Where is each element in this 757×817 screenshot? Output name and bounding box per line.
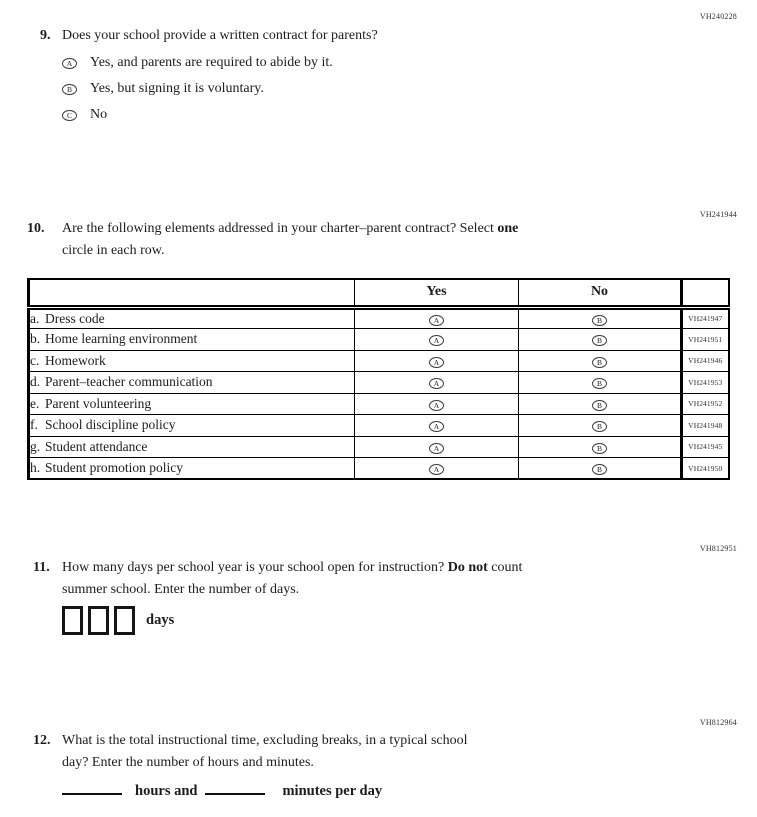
no-bubble-icon[interactable]: B <box>592 464 607 475</box>
yes-cell[interactable] <box>355 415 519 437</box>
row-code: VH241945 <box>682 436 729 458</box>
yes-column-header: Yes <box>355 279 519 307</box>
question-12-text-line2: day? Enter the number of hours and minutes. <box>62 755 314 770</box>
digit-box-3[interactable] <box>114 606 135 635</box>
question-10-text-line1 <box>62 221 518 237</box>
table-row <box>29 350 729 372</box>
time-entry <box>62 782 382 800</box>
question-9-code: VH240228 <box>699 12 737 21</box>
row-code: VH241946 <box>682 350 729 372</box>
no-cell[interactable] <box>519 350 682 372</box>
yes-cell[interactable] <box>355 329 519 351</box>
yes-bubble-icon[interactable]: A <box>429 378 444 389</box>
row-code: VH241951 <box>682 329 729 351</box>
q9-option-c[interactable] <box>62 107 107 123</box>
row-letter: d. <box>30 374 41 390</box>
digit-box-1[interactable] <box>62 606 83 635</box>
row-statement <box>29 372 355 394</box>
question-9-number: 9. <box>40 28 51 43</box>
no-cell[interactable] <box>519 329 682 351</box>
code-column-header <box>682 279 729 307</box>
row-text: School discipline policy <box>45 417 176 433</box>
table-header-row <box>29 279 729 307</box>
q9-option-a[interactable] <box>62 55 333 71</box>
q9-option-c-label: No <box>90 107 108 122</box>
row-statement <box>29 329 355 351</box>
no-column-header: No <box>519 279 682 307</box>
question-11-code: VH812951 <box>699 544 737 553</box>
row-code: VH241952 <box>682 393 729 415</box>
table-row <box>29 372 729 394</box>
no-bubble-icon[interactable]: B <box>592 335 607 346</box>
row-statement <box>29 350 355 372</box>
no-bubble-icon[interactable]: B <box>592 357 607 368</box>
row-text: Home learning environment <box>45 331 198 347</box>
yes-bubble-icon[interactable]: A <box>429 315 444 326</box>
no-bubble-icon[interactable]: B <box>592 315 607 326</box>
row-letter: h. <box>30 460 41 475</box>
question-11-text-post: count <box>487 560 523 575</box>
question-10-text-pre: Are the following elements addressed in your charter–parent contract? Select <box>62 221 498 236</box>
row-text: Student attendance <box>45 438 148 454</box>
yes-bubble-icon[interactable]: A <box>429 400 444 411</box>
digit-box-2[interactable] <box>88 606 109 635</box>
yes-bubble-icon[interactable]: A <box>429 443 444 454</box>
yes-cell[interactable] <box>355 350 519 372</box>
yes-cell[interactable] <box>355 393 519 415</box>
question-9-text: Does your school provide a written contract for parents? <box>62 28 378 43</box>
q9-option-b-label: Yes, but signing it is voluntary. <box>90 81 264 96</box>
yes-cell[interactable] <box>355 372 519 394</box>
yes-bubble-icon[interactable]: A <box>429 357 444 368</box>
question-10-text-line2: circle in each row. <box>62 243 165 258</box>
no-bubble-icon[interactable]: B <box>592 400 607 411</box>
no-bubble-icon[interactable]: B <box>592 421 607 432</box>
question-11-number: 11. <box>33 560 50 575</box>
row-text: Dress code <box>45 310 105 326</box>
yes-cell[interactable] <box>355 458 519 480</box>
row-code: VH241950 <box>682 458 729 480</box>
radio-bubble-c-icon[interactable]: C <box>62 110 77 121</box>
no-cell[interactable] <box>519 415 682 437</box>
row-letter: b. <box>30 331 41 347</box>
question-11-text-line1 <box>62 560 522 576</box>
row-letter: a. <box>30 310 40 326</box>
no-bubble-icon[interactable]: B <box>592 443 607 454</box>
row-letter: e. <box>30 395 40 411</box>
table-row <box>29 329 729 351</box>
question-11-text-bold: Do not <box>447 560 488 575</box>
yes-bubble-icon[interactable]: A <box>429 464 444 475</box>
row-code: VH241948 <box>682 415 729 437</box>
days-entry <box>62 605 174 636</box>
row-statement <box>29 307 355 329</box>
question-11-text-pre: How many days per school year is your school open for instruction? <box>62 560 448 575</box>
yes-bubble-icon[interactable]: A <box>429 421 444 432</box>
row-text: Student promotion policy <box>45 460 183 475</box>
table-row <box>29 458 729 480</box>
row-letter: f. <box>30 417 38 433</box>
days-label: days <box>146 612 175 628</box>
no-cell[interactable] <box>519 393 682 415</box>
q10-table <box>27 278 730 480</box>
yes-cell[interactable] <box>355 436 519 458</box>
radio-bubble-a-icon[interactable]: A <box>62 58 77 69</box>
table-row <box>29 415 729 437</box>
table-row <box>29 393 729 415</box>
hours-label: hours and <box>135 783 198 799</box>
row-statement <box>29 458 355 480</box>
yes-bubble-icon[interactable]: A <box>429 335 444 346</box>
table-row <box>29 307 729 329</box>
question-11-text-line2: summer school. Enter the number of days. <box>62 582 300 597</box>
row-code: VH241947 <box>682 307 729 329</box>
row-letter: c. <box>30 352 40 368</box>
no-cell[interactable] <box>519 458 682 480</box>
row-statement <box>29 393 355 415</box>
no-cell[interactable] <box>519 372 682 394</box>
q9-option-b[interactable] <box>62 81 264 97</box>
row-statement <box>29 436 355 458</box>
minutes-blank[interactable] <box>205 782 265 795</box>
row-text: Parent–teacher communication <box>45 374 213 390</box>
minutes-label: minutes per day <box>282 783 383 799</box>
table-row <box>29 436 729 458</box>
no-bubble-icon[interactable]: B <box>592 378 607 389</box>
question-10-text-bold: one <box>497 221 519 236</box>
row-code: VH241953 <box>682 372 729 394</box>
hours-blank[interactable] <box>62 782 122 795</box>
question-10-number: 10. <box>27 221 45 236</box>
yes-cell[interactable] <box>355 307 519 329</box>
question-12-text-line1: What is the total instructional time, excluding breaks, in a typical school <box>62 733 468 748</box>
question-10-code: VH241944 <box>699 210 737 219</box>
statement-column-header <box>29 279 355 307</box>
no-cell[interactable] <box>519 436 682 458</box>
row-statement <box>29 415 355 437</box>
question-12-code: VH812964 <box>699 718 737 727</box>
row-text: Homework <box>45 352 106 368</box>
no-cell[interactable] <box>519 307 682 329</box>
row-letter: g. <box>30 438 41 454</box>
radio-bubble-b-icon[interactable]: B <box>62 84 77 95</box>
question-12-number: 12. <box>33 733 51 748</box>
q9-option-a-label: Yes, and parents are required to abide by it. <box>90 55 333 70</box>
row-text: Parent volunteering <box>45 395 152 411</box>
